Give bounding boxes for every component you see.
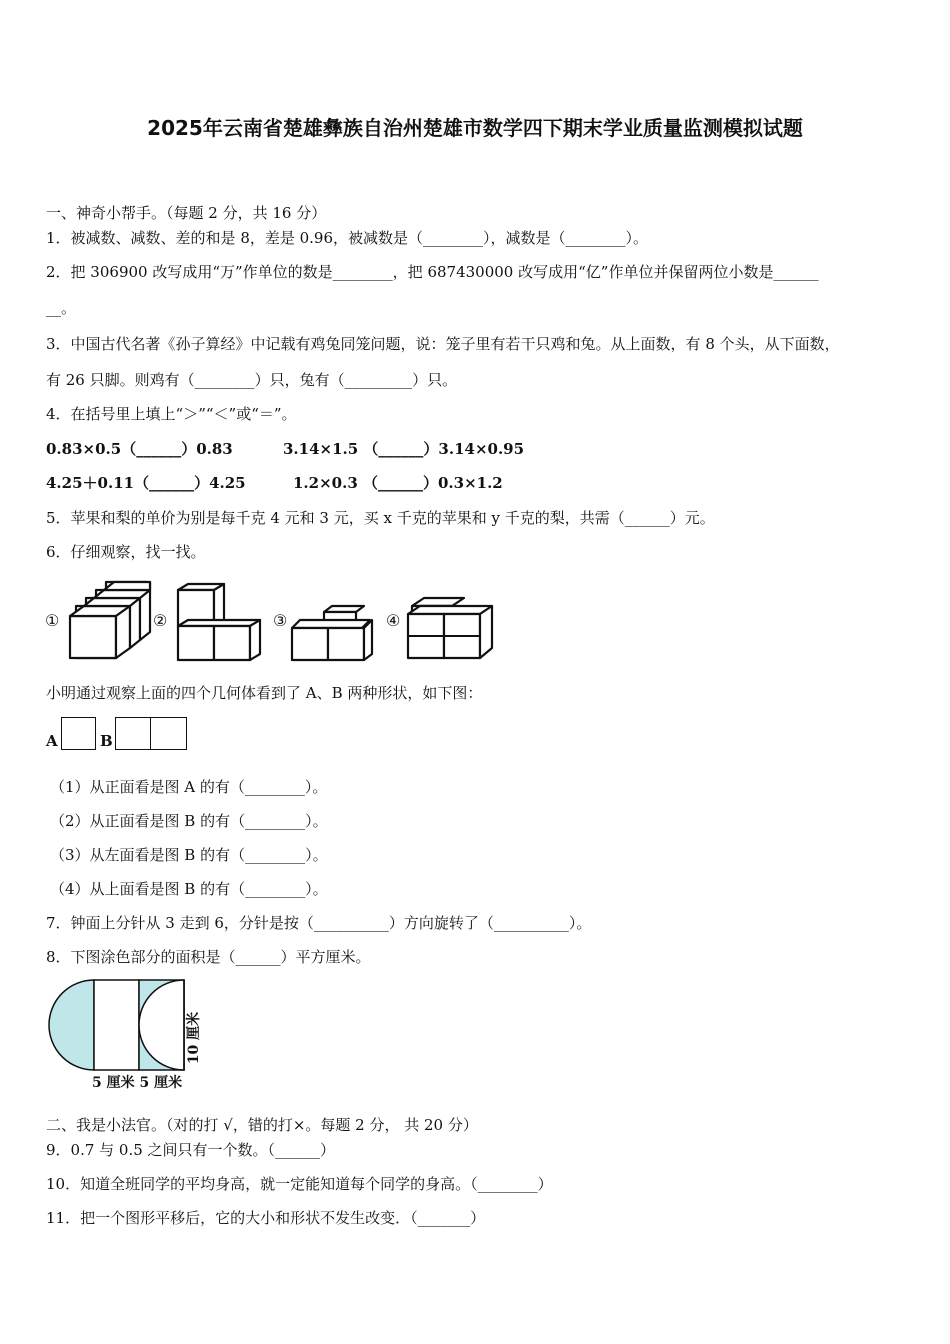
shape-b-box-left — [115, 717, 151, 750]
question-10: 10．知道全班同学的平均身高，就一定能知道每个同学的身高。（________） — [46, 1175, 553, 1193]
left-semicircle — [49, 980, 94, 1070]
q6-sub-2: （2）从正面看是图 B 的有（________）。 — [50, 812, 328, 830]
solid-label-3: ③ — [273, 611, 288, 630]
shape-b-box-right — [150, 717, 187, 750]
q6-sub-1: （1）从正面看是图 A 的有（________）。 — [50, 778, 328, 796]
question-3-line-1: 3．中国古代名著《孙子算经》中记载有鸡兔同笼问题，说：笼子里有若干只鸡和兔。从上面数，有 8 个头，从下面数， — [46, 335, 840, 353]
question-3-line-2: 有 26 只脚。则鸡有（________）只，兔有（_________）只。 — [46, 371, 458, 389]
question-2-line-1: 2．把 306900 改写成用“万”作单位的数是________，把 687430000 改写成用“亿”作单位并保留两位小数是______ — [46, 263, 819, 281]
section-1-heading: 一、神奇小帮手。（每题 2 分，共 16 分） — [46, 204, 327, 222]
solid-label-2: ② — [153, 611, 168, 630]
shape-b-label: B — [100, 732, 113, 750]
question-1: 1．被减数、减数、差的和是 8，差是 0.96，被减数是（________），减数是（________）。 — [46, 229, 649, 247]
question-4: 4．在括号里上填上“＞”“＜”或“＝”。 — [46, 405, 297, 423]
question-7: 7．钟面上分针从 3 走到 6，分针是按（__________）方向旋转了（__________）。 — [46, 914, 592, 932]
question-11: 11．把一个图形平移后，它的大小和形状不发生改变．（_______） — [46, 1209, 486, 1227]
q8-bottom-label: 5 厘米 5 厘米 — [92, 1075, 183, 1091]
solid-1 — [70, 582, 150, 658]
solid-2 — [178, 584, 260, 660]
q6-sub-4: （4）从上面看是图 B 的有（________）。 — [50, 880, 328, 898]
q6-sub-3: （3）从左面看是图 B 的有（________）。 — [50, 846, 328, 864]
q8-side-label: 10 厘米 — [186, 1011, 203, 1065]
question-9: 9．0.7 与 0.5 之间只有一个数。（______） — [46, 1141, 336, 1159]
q4-item-3: 4.25＋0.11（______）4.25 — [46, 474, 246, 492]
section-2-heading: 二、我是小法官。（对的打 √，错的打×。每题 2 分， 共 20 分） — [46, 1116, 478, 1134]
shape-a-label: A — [46, 732, 58, 750]
q4-item-4: 1.2×0.3 （______）0.3×1.2 — [293, 474, 503, 492]
question-5: 5．苹果和梨的单价为别是每千克 4 元和 3 元，买 x 千克的苹果和 y 千克的梨，共需（______）元。 — [46, 509, 715, 527]
solid-3 — [292, 606, 372, 660]
q4-item-1: 0.83×0.5（______）0.83 — [46, 440, 233, 458]
question-8: 8．下图涂色部分的面积是（______）平方厘米。 — [46, 948, 371, 966]
solid-label-1: ① — [45, 611, 60, 630]
page-title: 2025年云南省楚雄彝族自治州楚雄市数学四下期末学业质量监测模拟试题 — [147, 116, 803, 140]
question-6: 6．仔细观察，找一找。 — [46, 543, 206, 561]
q6-solids-figure — [60, 574, 520, 666]
q6-description: 小明通过观察上面的四个几何体看到了 A、B 两种形状，如下图： — [46, 684, 483, 702]
shape-a-box — [61, 717, 96, 750]
solid-4 — [408, 598, 492, 658]
solid-label-4: ④ — [386, 611, 401, 630]
q4-item-2: 3.14×1.5 （______）3.14×0.95 — [283, 440, 525, 458]
left-rect — [94, 980, 139, 1070]
question-2-line-2: __。 — [46, 299, 77, 317]
